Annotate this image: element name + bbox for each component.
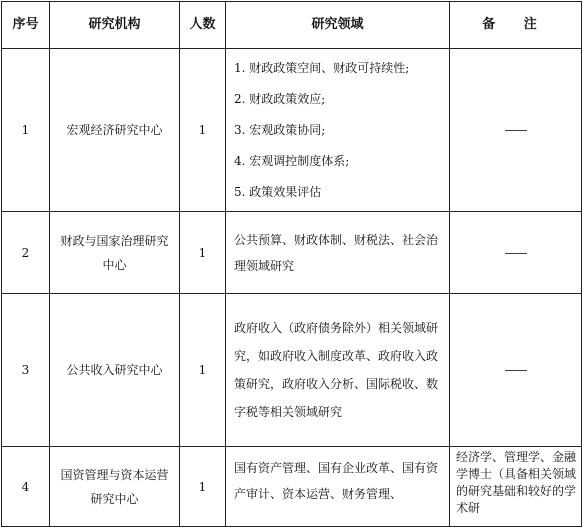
table-row	[2, 447, 582, 527]
row-institute: 国资管理与资本运营研究中心	[50, 447, 180, 527]
row-institute: 公共收入研究中心	[50, 294, 180, 447]
row-index: 1	[2, 49, 50, 212]
header-count: 人数	[180, 2, 226, 49]
field-item: 4. 宏观调控制度体系;	[234, 153, 350, 168]
row-field: 国有资产管理、国有企业改革、国有资产审计、资本运营、财务管理、	[226, 447, 450, 527]
field-item: 3. 宏观政策协同;	[234, 122, 326, 137]
row-count: 1	[180, 49, 226, 212]
row-count: 1	[180, 212, 226, 294]
row-field: 政府收入（政府债务除外）相关领域研究，如政府收入制度改革、政府收入政策研究，政府收入分析、国际税收、数字税等相关领域研究	[226, 294, 450, 447]
field-item: 1. 财政政策空间、财政可持续性;	[234, 60, 410, 75]
header-index: 序号	[2, 2, 50, 49]
header-field: 研究领域	[226, 2, 450, 49]
row-notes: ——	[450, 294, 582, 447]
row-field	[226, 49, 450, 212]
header-notes: 备 注	[450, 2, 582, 49]
row-notes: ——	[450, 212, 582, 294]
header-institute: 研究机构	[50, 2, 180, 49]
table-row	[2, 294, 582, 447]
row-index: 4	[2, 447, 50, 527]
row-index: 3	[2, 294, 50, 447]
research-positions-table	[1, 1, 582, 527]
row-index: 2	[2, 212, 50, 294]
row-notes: ——	[450, 49, 582, 212]
row-institute: 财政与国家治理研究中心	[50, 212, 180, 294]
table-row	[2, 49, 582, 212]
header-row	[2, 2, 582, 49]
field-item: 5. 政策效果评估	[234, 184, 322, 199]
table-row	[2, 212, 582, 294]
row-institute: 宏观经济研究中心	[50, 49, 180, 212]
row-notes: 经济学、管理学、金融学博士（具备相关领域的研究基础和较好的学术研	[450, 447, 582, 527]
field-item: 2. 财政政策效应;	[234, 91, 326, 106]
row-field: 公共预算、财政体制、财税法、社会治理领域研究	[226, 212, 450, 294]
row-count: 1	[180, 294, 226, 447]
row-count: 1	[180, 447, 226, 527]
